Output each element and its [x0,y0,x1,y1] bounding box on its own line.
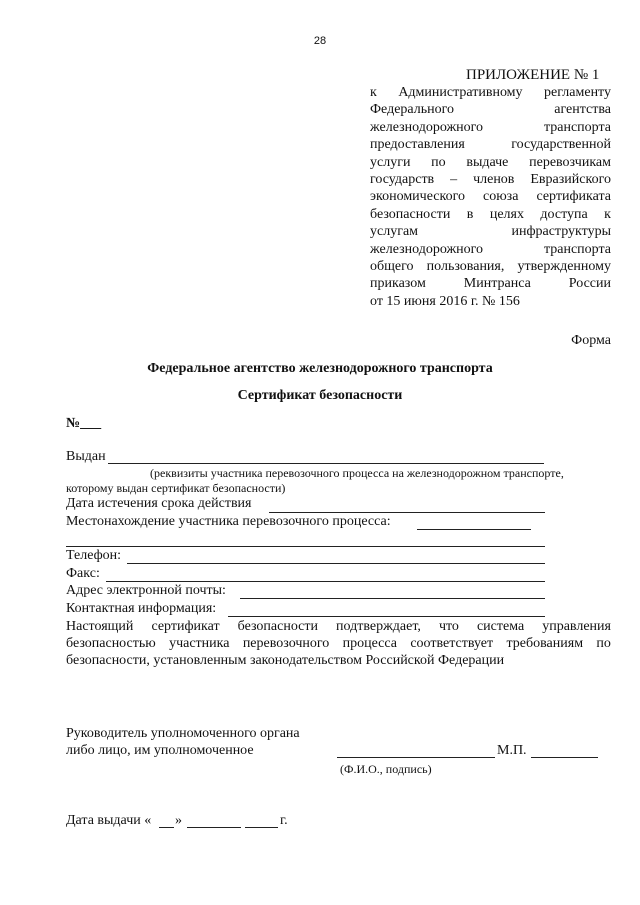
expiry-label: Дата истечения срока действия [66,496,252,511]
name-signature-hint: (Ф.И.О., подпись) [340,762,432,776]
statement-word: система [476,619,525,634]
statement-word: управления [542,619,611,634]
appendix-line [370,136,611,153]
appendix-word: безопасности [370,206,451,222]
statement-word: сертификат [151,619,220,634]
appendix-line [370,171,611,188]
appendix-line [370,223,611,240]
appendix-body [370,84,611,310]
appendix-line [370,293,611,310]
appendix-word: экономического [370,189,465,205]
issue-day-line[interactable] [159,827,174,828]
appendix-word: Евразийского [530,171,611,187]
statement-word: Настоящий [66,619,134,634]
email-line[interactable] [240,598,545,599]
signature-line-1: Руководитель уполномоченного органа [66,726,300,741]
location-line-2[interactable] [66,546,545,547]
agency-heading: Федеральное агентство железнодорожного транспорта [147,361,493,376]
appendix-line [370,275,611,292]
appendix-word: в [466,206,474,222]
appendix-word: к [604,206,611,222]
appendix-word: агентства [554,102,611,118]
issued-hint-1: (реквизиты участника перевозочного процесса на железнодорожном транспорте, [150,466,564,480]
statement-word: что [438,619,459,634]
appendix-word: транспорта [543,241,611,257]
appendix-title: ПРИЛОЖЕНИЕ № 1 [466,67,600,83]
statement-word: безопасности [237,619,318,634]
issue-year-line[interactable] [245,827,278,828]
appendix-word: услугам [370,224,419,240]
certificate-number: №___ [66,416,102,431]
form-label: Форма [571,333,611,348]
appendix-line [370,154,611,171]
appendix-word: от 15 июня 2016 г. № 156 [370,293,520,309]
appendix-word: железнодорожного [370,119,484,135]
statement-word: перевозочного [242,635,330,651]
appendix-word: государств [370,171,435,187]
stamp-label: М.П. [497,743,527,758]
statement-word: участника [169,635,230,651]
appendix-word: к [370,85,377,100]
statement-line [66,653,611,670]
expiry-line[interactable] [269,512,545,513]
statement-line [66,619,611,636]
appendix-word: Минтранса [463,276,531,292]
issue-date-prefix: Дата выдачи « [66,813,152,828]
appendix-word: членов [473,171,515,187]
certificate-title: Сертификат безопасности [237,388,403,403]
issued-line[interactable] [108,463,544,464]
appendix-word: общего [370,258,414,274]
appendix-word: регламенту [544,85,611,100]
appendix-word: целях [489,206,524,222]
contact-label: Контактная информация: [66,601,217,616]
statement-word: требованиям [506,635,584,651]
email-label: Адрес электронной почты: [66,583,226,598]
signature-line-2: либо лицо, им уполномоченное [66,743,254,758]
fax-line[interactable] [106,581,545,582]
appendix-word: сертификата [536,189,611,205]
statement-word: процесса [342,635,397,651]
appendix-word: приказом [370,276,426,292]
appendix-word: Федерального [370,102,455,118]
statement-paragraph [66,619,611,669]
appendix-word: железнодорожного [370,241,484,257]
appendix-word: транспорта [543,119,611,135]
appendix-word: утвержденному [517,258,611,274]
statement-line [66,636,611,653]
page-number: 28 [313,35,327,47]
appendix-word: Административному [398,85,523,100]
appendix-word: перевозчикам [529,154,611,170]
statement-word: подтверждает, [336,619,421,634]
signature-line[interactable] [337,757,495,758]
appendix-word: доступа [540,206,588,222]
appendix-word: по [431,154,446,170]
appendix-line [370,258,611,275]
appendix-word: инфраструктуры [511,224,611,240]
appendix-word: союза [483,189,519,205]
appendix-word: пользования, [426,258,505,274]
issue-date-suffix: г. [280,813,288,828]
appendix-line [370,84,611,101]
appendix-word: государственной [511,137,611,153]
appendix-line [370,188,611,205]
phone-label: Телефон: [66,548,122,563]
issue-month-line[interactable] [187,827,241,828]
issued-label: Выдан [66,449,106,464]
issue-date-mid: » [175,813,182,828]
appendix-word: услуги [370,154,411,170]
fax-label: Факс: [66,566,100,581]
statement-word: безопасностью [66,635,156,651]
issued-hint-2: которому выдан сертификат безопасности) [66,481,286,495]
appendix-word: предоставления [370,137,465,153]
contact-line[interactable] [228,616,545,617]
phone-line[interactable] [127,563,545,564]
statement-word: по [596,635,611,651]
appendix-word: России [568,276,611,292]
appendix-line [370,206,611,223]
location-line[interactable] [417,529,531,530]
appendix-word: – [450,171,458,187]
statement-word: безопасности, установленным законодательством Российской Федерации [66,652,505,668]
appendix-line [370,241,611,258]
appendix-word: выдаче [466,154,509,170]
statement-word: соответствует [410,635,494,651]
location-label: Местонахождение участника перевозочного процесса: [66,514,391,529]
appendix-line [370,101,611,118]
appendix-line [370,119,611,136]
stamp-line[interactable] [531,757,598,758]
